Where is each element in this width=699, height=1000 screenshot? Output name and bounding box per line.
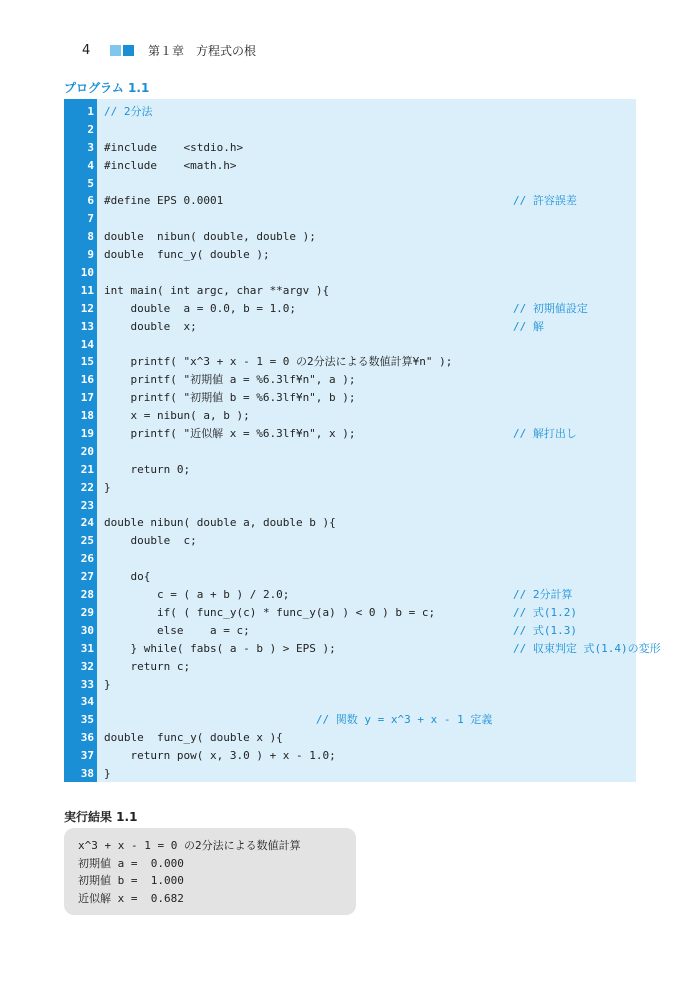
code-text: // 関数 y = x^3 + x - 1 定義 xyxy=(104,713,493,727)
line-number: 8 xyxy=(87,230,94,244)
code-line xyxy=(64,586,636,604)
line-number: 3 xyxy=(87,140,94,154)
code-line xyxy=(64,175,636,193)
line-number: 17 xyxy=(80,391,94,405)
code-line xyxy=(64,371,636,389)
line-number: 15 xyxy=(80,355,94,369)
line-number: 24 xyxy=(80,516,94,530)
code-text: double func_y( double ); xyxy=(104,248,270,262)
code-text: #include <stdio.h> xyxy=(104,140,244,154)
line-number: 25 xyxy=(80,534,94,548)
code-text: double nibun( double, double ); xyxy=(104,230,316,244)
code-line xyxy=(64,604,636,622)
code-comment: // 式(1.3) xyxy=(513,623,577,637)
code-line xyxy=(64,246,636,264)
code-text: double func_y( double x ){ xyxy=(104,731,283,745)
line-number: 20 xyxy=(80,444,94,458)
code-line xyxy=(64,568,636,586)
line-number: 31 xyxy=(80,641,94,655)
code-line xyxy=(64,353,636,371)
result-line: x^3 + x - 1 = 0 の2分法による数値計算 xyxy=(78,839,301,852)
code-line xyxy=(64,336,636,354)
line-number: 13 xyxy=(80,319,94,333)
chapter-title: 第１章 方程式の根 xyxy=(148,43,257,58)
code-text: #define EPS 0.0001 xyxy=(104,194,224,208)
result-box xyxy=(64,828,356,915)
code-line xyxy=(64,192,636,210)
line-number: 5 xyxy=(87,176,94,190)
code-line xyxy=(64,461,636,479)
code-lines xyxy=(64,103,661,783)
line-number: 33 xyxy=(80,677,94,691)
code-line xyxy=(64,693,636,711)
result-line: 初期値 a = 0.000 xyxy=(78,856,184,870)
line-number: 37 xyxy=(80,749,94,763)
line-number: 38 xyxy=(80,766,94,780)
code-line xyxy=(64,729,636,747)
code-line xyxy=(64,103,636,121)
line-number: 34 xyxy=(80,695,94,709)
code-text: // 2分法 xyxy=(104,105,153,118)
page-number: 4 xyxy=(82,42,91,58)
line-number: 14 xyxy=(80,337,94,351)
line-number: 23 xyxy=(80,498,94,512)
code-line xyxy=(64,497,636,515)
result-line: 近似解 x = 0.682 xyxy=(78,891,184,905)
code-line xyxy=(64,157,636,175)
code-text: } xyxy=(104,677,111,691)
code-line xyxy=(64,210,636,228)
line-number: 21 xyxy=(80,462,94,476)
line-number: 4 xyxy=(87,158,94,172)
line-number: 35 xyxy=(80,713,94,727)
code-text: double c; xyxy=(104,534,197,548)
code-line xyxy=(64,747,636,765)
code-text: return c; xyxy=(104,659,191,673)
code-text: #include <math.h> xyxy=(104,158,237,172)
code-text: } while( fabs( a - b ) > EPS ); xyxy=(104,641,343,655)
code-line xyxy=(64,479,636,497)
line-number: 11 xyxy=(80,283,94,297)
line-number: 2 xyxy=(87,122,94,136)
program-title: プログラム 1.1 xyxy=(64,81,150,95)
line-number: 30 xyxy=(80,623,94,637)
code-line xyxy=(64,300,636,318)
line-number: 29 xyxy=(80,605,94,619)
line-number: 26 xyxy=(80,552,94,566)
code-line xyxy=(64,532,636,550)
code-text: return 0; xyxy=(104,462,191,476)
code-line xyxy=(64,658,636,676)
code-comment: // 収束判定 式(1.4)の変形 xyxy=(513,641,661,655)
code-line xyxy=(64,640,661,658)
marker-square-light xyxy=(110,45,121,56)
marker-square-dark xyxy=(123,45,134,56)
code-text: x = nibun( a, b ); xyxy=(104,409,250,423)
line-number: 28 xyxy=(80,588,94,602)
page-header xyxy=(82,40,256,60)
code-text: if( ( func_y(c) * func_y(a) ) < 0 ) b = c; xyxy=(104,605,436,619)
code-line xyxy=(64,407,636,425)
code-line xyxy=(64,425,636,443)
code-line xyxy=(64,514,636,532)
line-number: 1 xyxy=(87,105,94,118)
line-number: 19 xyxy=(80,427,94,441)
code-line xyxy=(64,765,636,783)
code-line xyxy=(64,711,636,729)
code-line xyxy=(64,443,636,461)
code-text: c = ( a + b ) / 2.0; xyxy=(104,588,290,602)
line-number: 10 xyxy=(80,266,94,280)
result-title: 実行結果 1.1 xyxy=(64,810,138,824)
code-comment: // 初期値設定 xyxy=(513,301,588,315)
code-listing xyxy=(64,99,661,782)
line-number: 22 xyxy=(80,480,94,494)
code-line xyxy=(64,318,636,336)
code-comment: // 解打出し xyxy=(513,427,577,441)
line-number: 16 xyxy=(80,373,94,387)
code-text: double x; xyxy=(104,319,197,333)
code-text: else a = c; xyxy=(104,623,250,637)
code-text: printf( "初期値 b = %6.3lf¥n", b ); xyxy=(104,391,356,405)
chapter-marker-icon xyxy=(110,45,134,56)
code-line xyxy=(64,139,636,157)
code-comment: // 解 xyxy=(513,319,544,333)
code-line xyxy=(64,550,636,568)
code-text: double a = 0.0, b = 1.0; xyxy=(104,301,297,315)
result-lines xyxy=(78,837,301,907)
line-number: 9 xyxy=(87,248,94,262)
code-line xyxy=(64,389,636,407)
code-line xyxy=(64,282,636,300)
line-number: 12 xyxy=(80,301,94,315)
code-text: printf( "x^3 + x - 1 = 0 の2分法による数値計算¥n" ); xyxy=(104,355,453,369)
code-line xyxy=(64,264,636,282)
code-text: printf( "初期値 a = %6.3lf¥n", a ); xyxy=(104,373,356,387)
code-line xyxy=(64,622,636,640)
code-comment: // 2分計算 xyxy=(513,588,573,602)
code-comment: // 許容誤差 xyxy=(513,194,577,208)
code-text: printf( "近似解 x = %6.3lf¥n", x ); xyxy=(104,427,356,441)
code-text: } xyxy=(104,766,111,780)
line-number: 7 xyxy=(87,212,94,226)
result-line: 初期値 b = 1.000 xyxy=(78,874,184,887)
code-text: double nibun( double a, double b ){ xyxy=(104,516,336,530)
code-text: int main( int argc, char **argv ){ xyxy=(104,283,330,297)
code-text: } xyxy=(104,480,111,494)
line-number: 36 xyxy=(80,731,94,745)
line-number: 18 xyxy=(80,409,94,423)
code-text: return pow( x, 3.0 ) + x - 1.0; xyxy=(104,749,336,763)
code-text: do{ xyxy=(104,570,151,584)
line-number: 27 xyxy=(80,570,94,584)
code-line xyxy=(64,676,636,694)
code-comment: // 式(1.2) xyxy=(513,605,577,619)
line-number: 32 xyxy=(80,659,94,673)
code-line xyxy=(64,228,636,246)
code-line xyxy=(64,121,636,139)
line-number: 6 xyxy=(87,194,94,208)
